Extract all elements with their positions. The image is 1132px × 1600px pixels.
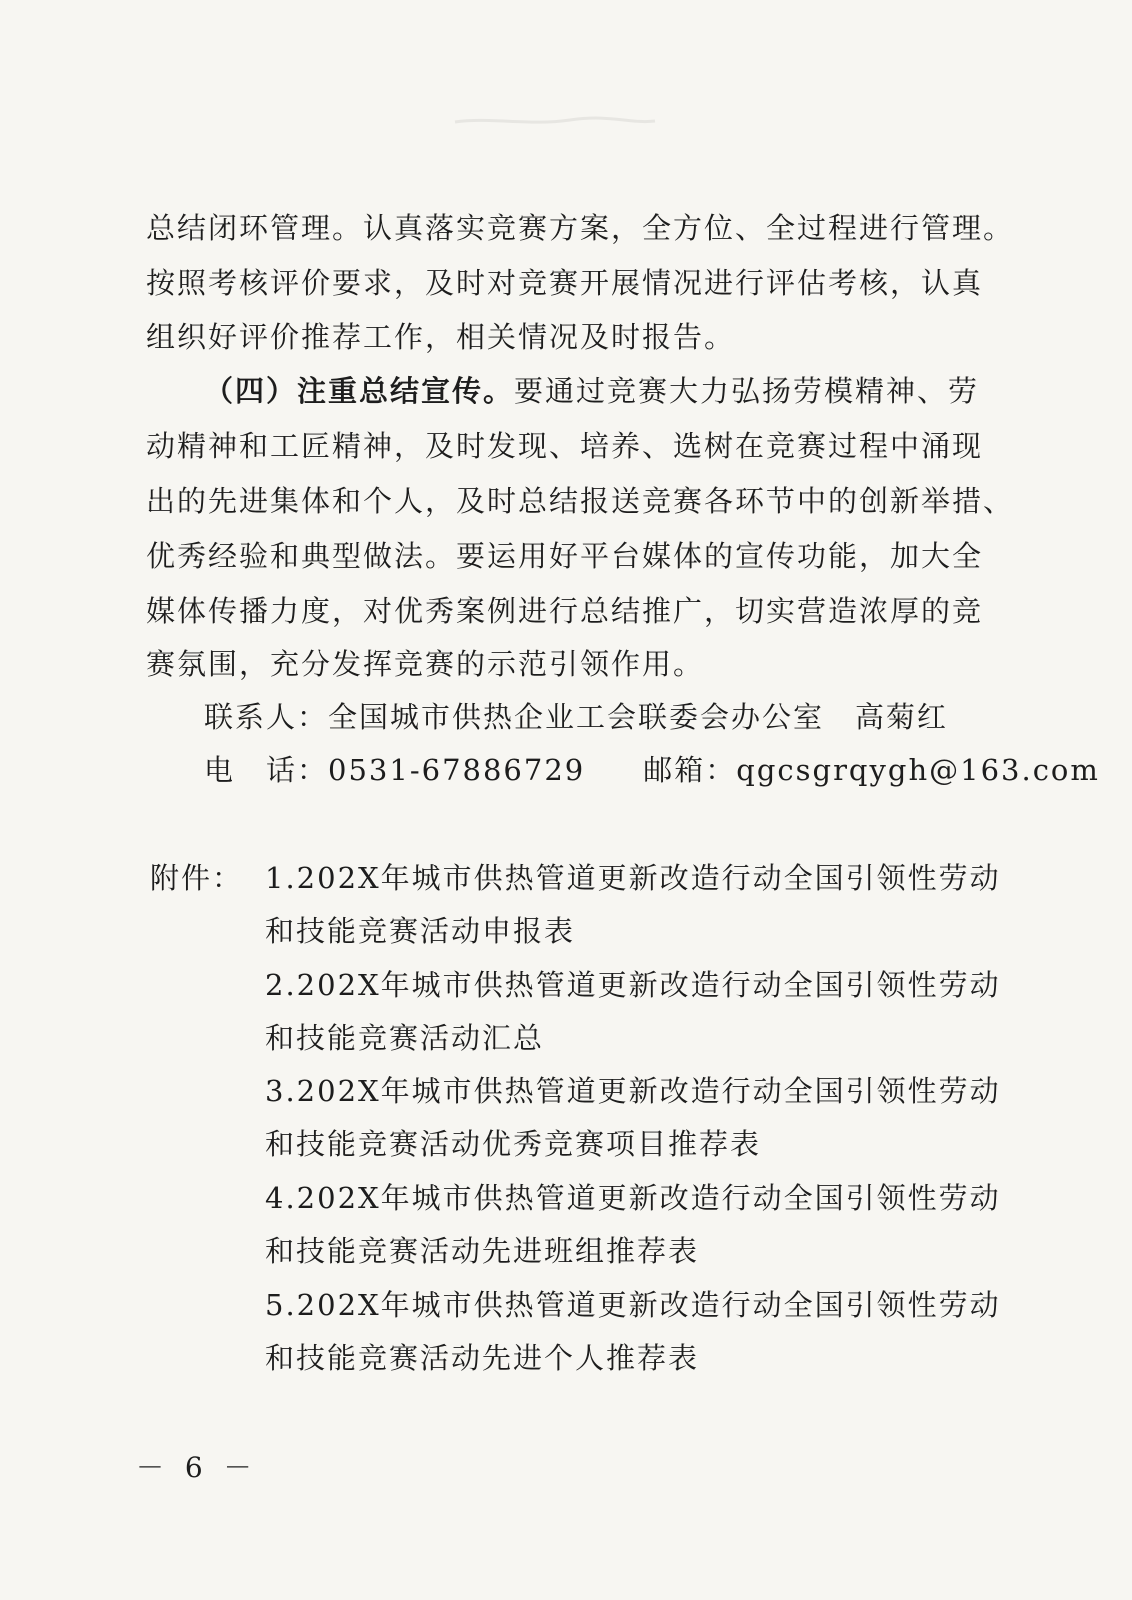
paragraph-4-first-line-text: 要通过竞赛大力弘扬劳模精神、劳 — [514, 374, 980, 408]
paragraph-4-first-line — [204, 371, 979, 411]
page-number: － 6 － — [136, 1451, 258, 1484]
attachment-4-line-1: 4.202X年城市供热管道更新改造行动全国引领性劳动 — [265, 1181, 1001, 1215]
paragraph-4-line-2: 动精神和工匠精神，及时发现、培养、选树在竞赛过程中涌现 — [146, 429, 984, 463]
attachments-label: 附件： — [150, 861, 244, 895]
attachment-2-line-1: 2.202X年城市供热管道更新改造行动全国引领性劳动 — [265, 968, 1001, 1002]
contact-person-line: 联系人：全国城市供热企业工会联委会办公室 高菊红 — [204, 700, 949, 734]
attachment-1-line-1: 1.202X年城市供热管道更新改造行动全国引领性劳动 — [265, 861, 1001, 895]
paragraph-4-heading: （四）注重总结宣传。 — [204, 374, 515, 408]
paragraph-4-line-3: 出的先进集体和个人，及时总结报送竞赛各环节中的创新举措、 — [146, 484, 1015, 518]
contact-phone-line — [204, 750, 1100, 790]
email-address: qgcsgrqygh@163.com — [736, 753, 1100, 787]
paragraph-3-line-3: 组织好评价推荐工作，相关情况及时报告。 — [146, 320, 736, 354]
paragraph-4-line-4: 优秀经验和典型做法。要运用好平台媒体的宣传功能，加大全 — [146, 539, 984, 573]
attachment-1-line-2: 和技能竞赛活动申报表 — [265, 914, 576, 948]
attachment-3-line-1: 3.202X年城市供热管道更新改造行动全国引领性劳动 — [265, 1074, 1001, 1108]
phone-label: 电 话： — [204, 753, 329, 787]
attachment-2-line-2: 和技能竞赛活动汇总 — [265, 1021, 545, 1055]
paragraph-4-line-5: 媒体传播力度，对优秀案例进行总结推广，切实营造浓厚的竞 — [146, 594, 984, 628]
email-label: 邮箱： — [643, 753, 737, 787]
bleed-through-mark — [450, 112, 660, 130]
attachment-4-line-2: 和技能竞赛活动先进班组推荐表 — [265, 1234, 700, 1268]
phone-number: 0531-67886729 — [328, 753, 586, 787]
attachment-3-line-2: 和技能竞赛活动优秀竞赛项目推荐表 — [265, 1127, 762, 1161]
attachment-5-line-2: 和技能竞赛活动先进个人推荐表 — [265, 1341, 700, 1375]
paragraph-4-line-6: 赛氛围，充分发挥竞赛的示范引领作用。 — [146, 647, 705, 681]
paragraph-3-line-1: 总结闭环管理。认真落实竞赛方案，全方位、全过程进行管理。 — [146, 211, 1015, 245]
attachment-5-line-1: 5.202X年城市供热管道更新改造行动全国引领性劳动 — [265, 1288, 1001, 1322]
paragraph-3-line-2: 按照考核评价要求，及时对竞赛开展情况进行评估考核，认真 — [146, 266, 984, 300]
